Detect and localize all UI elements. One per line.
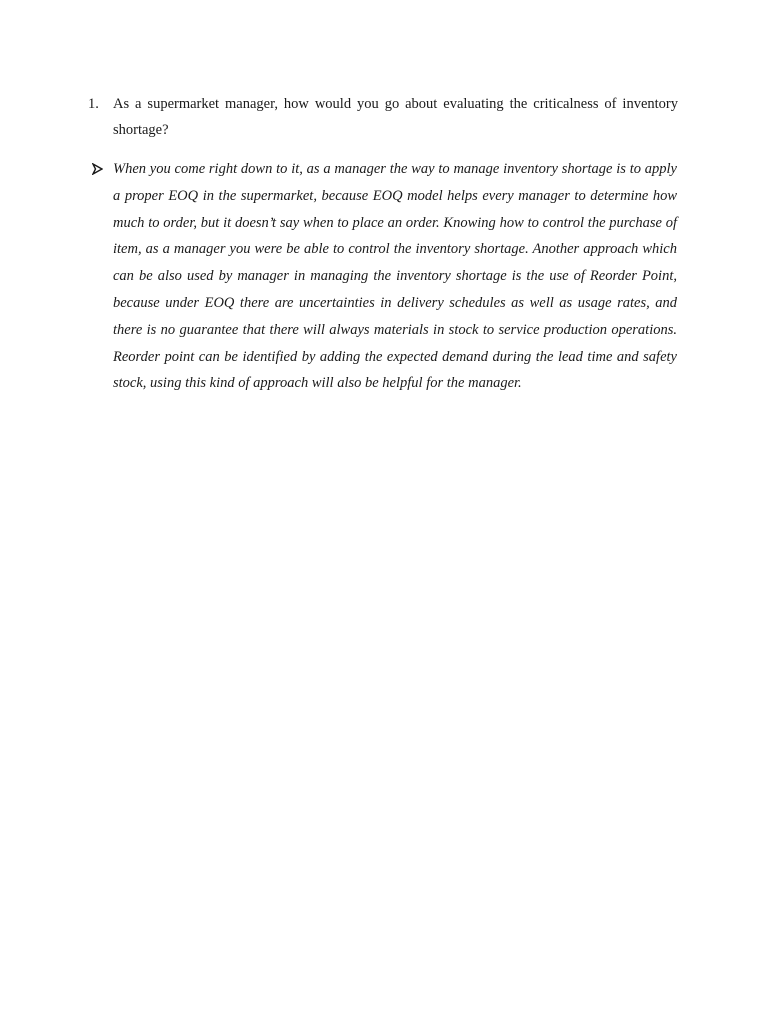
arrow-bullet-icon bbox=[92, 156, 113, 182]
question-item bbox=[88, 91, 678, 143]
answer-item bbox=[92, 156, 677, 397]
question-text: As a supermarket manager, how would you go about evaluating the criticalness of inventory shortage? bbox=[113, 96, 678, 138]
arrow-bullet-icon-graphic bbox=[92, 163, 103, 175]
answer-text: When you come right down to it, as a manager the way to manage inventory shortage is to apply a proper EOQ in the supermarket, because EOQ model helps every manager to determine how much to order, but it doesn’t say when to place an order. Knowing how to control the purchase of item, as a manager you were be able to control the inventory shortage. Another approach which can be also used by manager in managing the inventory shortage is the use of Reorder Point, because under EOQ there are uncertainties in delivery schedules as well as usage rates, and there is no guarantee that there will always materials in stock to service production operations. Reorder point can be identified by adding the expected demand during the lead time and safety stock, using this kind of approach will also be helpful for the manager. bbox=[113, 161, 677, 392]
question-number: 1. bbox=[88, 96, 99, 112]
